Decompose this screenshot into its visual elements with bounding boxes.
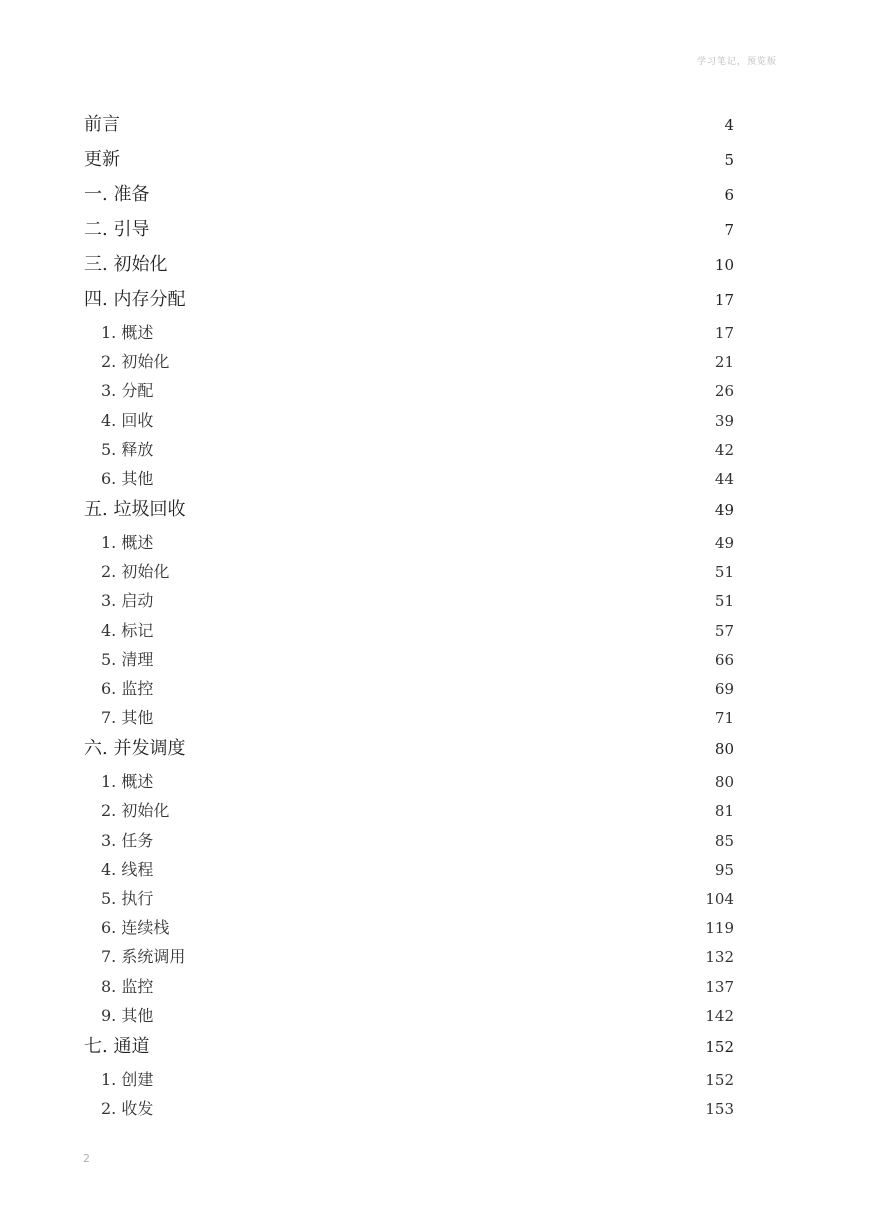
toc-entry-title: 1. 概述 — [101, 772, 154, 792]
toc-entry-page: 80 — [714, 773, 734, 792]
toc-section-entry[interactable] — [0, 799, 869, 823]
toc-chapter-entry[interactable] — [0, 183, 869, 207]
toc-entry-title: 9. 其他 — [101, 1005, 154, 1025]
toc-entry-title: 6. 连续栈 — [101, 918, 170, 938]
toc-entry-page: 51 — [714, 563, 734, 582]
toc-section-entry[interactable] — [0, 648, 869, 672]
toc-section-entry[interactable] — [0, 1097, 869, 1121]
toc-entry-title: 一. 准备 — [84, 184, 150, 205]
toc-section-entry[interactable] — [0, 589, 869, 613]
toc-entry-title: 六. 并发调度 — [84, 738, 186, 760]
toc-section-entry[interactable] — [0, 887, 869, 911]
toc-entry-page: 66 — [714, 650, 734, 669]
toc-entry-title: 1. 概述 — [101, 533, 154, 552]
toc-entry-title: 7. 其他 — [101, 708, 154, 728]
toc-section-entry[interactable] — [0, 677, 869, 701]
toc-entry-title: 6. 监控 — [101, 679, 154, 698]
toc-section-entry[interactable] — [0, 916, 869, 940]
toc-entry-page: 21 — [714, 353, 734, 372]
toc-entry-title: 5. 执行 — [101, 889, 154, 908]
toc-entry-title: 4. 标记 — [101, 620, 154, 640]
toc-entry-page: 51 — [714, 592, 734, 611]
toc-entry-page: 57 — [714, 621, 734, 640]
toc-section-entry[interactable] — [0, 1004, 869, 1028]
toc-entry-page: 42 — [714, 440, 734, 459]
toc-section-entry[interactable] — [0, 619, 869, 643]
toc-entry-page: 69 — [714, 680, 734, 698]
toc-section-entry[interactable] — [0, 379, 869, 403]
toc-entry-title: 7. 系统调用 — [101, 947, 186, 967]
toc-chapter-entry[interactable] — [0, 288, 869, 312]
toc-entry-title: 三. 初始化 — [84, 254, 168, 275]
toc-chapter-entry[interactable] — [0, 218, 869, 242]
toc-section-entry[interactable] — [0, 467, 869, 491]
toc-section-entry[interactable] — [0, 858, 869, 882]
toc-entry-title: 七. 通道 — [84, 1035, 150, 1057]
toc-entry-page: 49 — [714, 501, 734, 519]
toc-section-entry[interactable] — [0, 531, 869, 555]
toc-entry-page: 26 — [714, 382, 734, 401]
toc-entry-page: 152 — [705, 1070, 734, 1089]
toc-entry-title: 3. 任务 — [101, 830, 154, 850]
toc-entry-title: 五. 垃圾回收 — [84, 499, 186, 520]
toc-entry-page: 5 — [724, 151, 734, 169]
toc-entry-title: 4. 线程 — [101, 859, 154, 879]
toc-entry-page: 132 — [705, 948, 734, 967]
toc-entry-page: 142 — [705, 1006, 734, 1025]
toc-entry-title: 二. 引导 — [84, 219, 150, 240]
toc-section-entry[interactable] — [0, 560, 869, 584]
toc-chapter-entry[interactable] — [0, 737, 869, 761]
toc-entry-page: 81 — [714, 802, 734, 821]
toc-entry-title: 3. 分配 — [101, 381, 154, 401]
toc-entry-page: 17 — [714, 324, 734, 342]
toc-entry-title: 2. 初始化 — [101, 801, 170, 821]
toc-entry-title: 更新 — [84, 149, 120, 170]
toc-entry-title: 1. 创建 — [101, 1069, 154, 1089]
page-number: 2 — [83, 1152, 90, 1165]
toc-entry-page: 137 — [705, 977, 734, 996]
toc-entry-title: 2. 收发 — [101, 1099, 154, 1118]
toc-chapter-entry[interactable] — [0, 1035, 869, 1059]
toc-entry-page: 10 — [714, 256, 734, 274]
toc-section-entry[interactable] — [0, 409, 869, 433]
toc-entry-page: 6 — [724, 186, 734, 204]
toc-entry-title: 2. 初始化 — [101, 562, 170, 582]
toc-section-entry[interactable] — [0, 770, 869, 794]
toc-entry-title: 2. 初始化 — [101, 352, 170, 372]
toc-entry-page: 119 — [705, 919, 734, 938]
toc-entry-page: 44 — [714, 470, 734, 488]
toc-section-entry[interactable] — [0, 350, 869, 374]
toc-entry-page: 95 — [714, 860, 734, 879]
toc-section-entry[interactable] — [0, 1068, 869, 1092]
toc-entry-title: 5. 释放 — [101, 439, 154, 459]
toc-entry-title: 6. 其他 — [101, 469, 154, 488]
toc-entry-page: 39 — [714, 411, 734, 430]
toc-section-entry[interactable] — [0, 321, 869, 345]
toc-entry-page: 80 — [714, 740, 734, 759]
toc-entry-page: 17 — [714, 291, 734, 309]
toc-entry-page: 7 — [724, 221, 734, 239]
toc-entry-page: 152 — [705, 1037, 734, 1056]
toc-section-entry[interactable] — [0, 975, 869, 999]
toc-chapter-entry[interactable] — [0, 113, 869, 137]
toc-chapter-entry[interactable] — [0, 253, 869, 277]
toc-entry-title: 3. 启动 — [101, 591, 154, 611]
toc-section-entry[interactable] — [0, 945, 869, 969]
toc-section-entry[interactable] — [0, 829, 869, 853]
toc-entry-page: 4 — [724, 116, 734, 134]
toc-entry-page: 153 — [705, 1100, 734, 1118]
toc-entry-title: 1. 概述 — [101, 323, 154, 342]
toc-entry-title: 8. 监控 — [101, 976, 154, 996]
toc-entry-page: 104 — [705, 890, 734, 908]
toc-section-entry[interactable] — [0, 706, 869, 730]
toc-chapter-entry[interactable] — [0, 498, 869, 522]
header-note: 学习笔记，预览版 — [697, 57, 778, 67]
toc-entry-title: 4. 回收 — [101, 410, 154, 430]
toc-entry-title: 5. 清理 — [101, 649, 154, 669]
toc-entry-page: 71 — [714, 709, 734, 728]
toc-chapter-entry[interactable] — [0, 148, 869, 172]
toc-entry-title: 四. 内存分配 — [84, 289, 186, 310]
toc-entry-title: 前言 — [84, 114, 120, 135]
toc-entry-page: 85 — [714, 831, 734, 850]
toc-section-entry[interactable] — [0, 438, 869, 462]
toc-entry-page: 49 — [714, 534, 734, 552]
